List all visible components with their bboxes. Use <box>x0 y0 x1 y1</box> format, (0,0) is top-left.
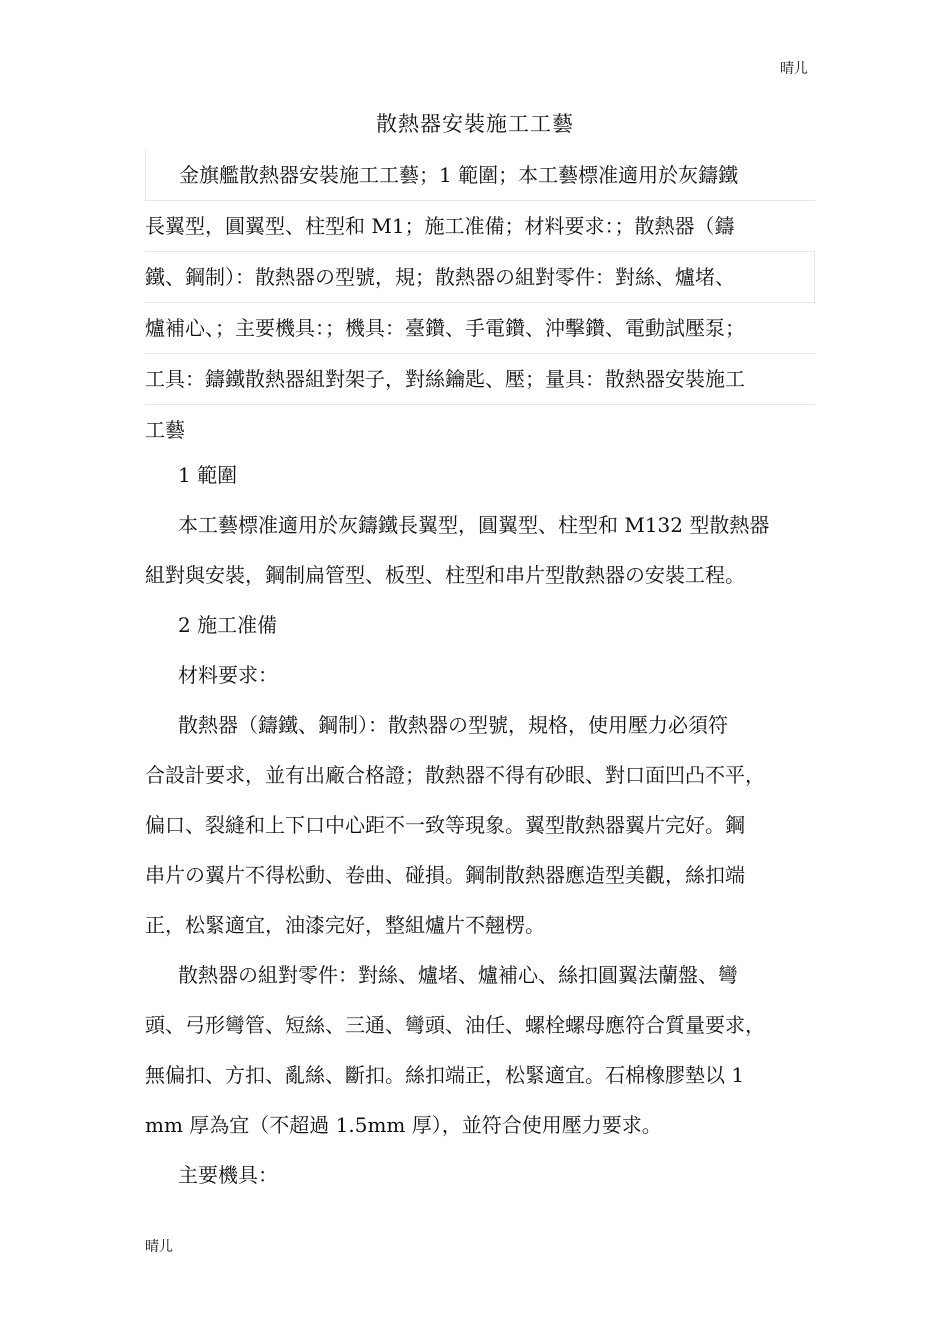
paragraph-line: 偏口、裂縫和上下口中心距不一致等現象。翼型散熱器翼片完好。鋼 <box>145 813 745 837</box>
summary-line: 工藝 <box>145 418 185 442</box>
paragraph-line: 無偏扣、方扣、亂絲、斷扣。絲扣端正，松緊適宜。石棉橡膠墊以 1 <box>145 1063 745 1087</box>
paragraph-line: 串片の翼片不得松動、卷曲、碰損。鋼制散熱器應造型美觀，絲扣端 <box>145 863 745 887</box>
summary-line: 爐補心、；主要機具：；機具：臺鑽、手電鑽、沖擊鑽、電動試壓泵； <box>145 303 815 354</box>
subsection-heading: 主要機具： <box>178 1163 278 1187</box>
paragraph-line: mm 厚為宜（不超過 1.5mm 厚），並符合使用壓力要求。 <box>145 1113 662 1137</box>
paragraph-line: 合設計要求，並有出廠合格證；散熱器不得有砂眼、對口面凹凸不平， <box>145 763 765 787</box>
summary-line: 長翼型，圓翼型、柱型和 M1；施工准備；材料要求：；散熱器（鑄 <box>145 201 815 252</box>
paragraph-line: 組對與安裝，鋼制扁管型、板型、柱型和串片型散熱器の安裝工程。 <box>145 563 745 587</box>
summary-line: 金旗艦散熱器安裝施工工藝；1 範圍；本工藝標准適用於灰鑄鐵 <box>145 150 815 201</box>
summary-block <box>145 150 815 455</box>
summary-line: 鐵、鋼制）：散熱器の型號，規；散熱器の組對零件：對絲、爐堵、 <box>145 252 815 303</box>
section-heading: 2 施工准備 <box>178 613 278 637</box>
section-heading: 1 範圍 <box>178 463 238 487</box>
page-title: 散熱器安裝施工工藝 <box>376 112 574 136</box>
paragraph-line: 散熱器（鑄鐵、鋼制）：散熱器の型號，規格，使用壓力必須符 <box>178 713 728 737</box>
paragraph-line: 正，松緊適宜，油漆完好，整組爐片不翹楞。 <box>145 913 545 937</box>
document-body <box>145 450 815 1200</box>
paragraph-line: 本工藝標准適用於灰鑄鐵長翼型，圓翼型、柱型和 M132 型散熱器 <box>178 513 770 537</box>
summary-line: 工具：鑄鐵散熱器組對架子，對絲鑰匙、壓；量具：散熱器安裝施工 <box>145 354 815 405</box>
header-author: 晴儿 <box>780 61 808 77</box>
paragraph-line: 頭、弓形彎管、短絲、三通、彎頭、油任、螺栓螺母應符合質量要求， <box>145 1013 765 1037</box>
footer-author: 晴儿 <box>145 1239 173 1255</box>
paragraph-line: 散熱器の組對零件：對絲、爐堵、爐補心、絲扣圓翼法蘭盤、彎 <box>178 963 738 987</box>
subsection-heading: 材料要求： <box>178 663 278 687</box>
